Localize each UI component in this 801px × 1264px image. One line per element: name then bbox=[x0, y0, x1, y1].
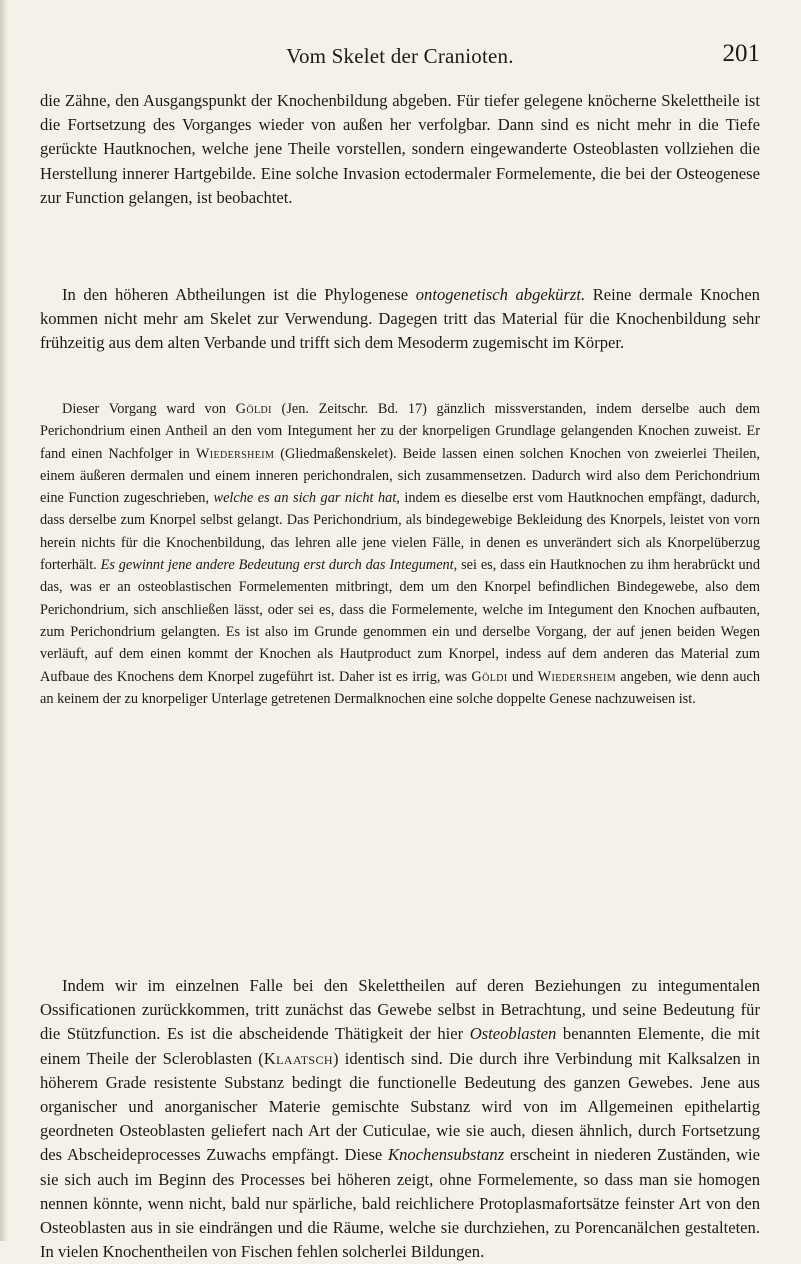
emphasis-text: welche es an sich gar nicht hat, bbox=[213, 490, 400, 507]
author-name: Göldi bbox=[471, 668, 508, 685]
text-run: erscheint in niederen Zuständen, wie sie sich auch im Beginn des Processes bei höheren zeigt, ohne Formelemente, so dass man sie homogen nennen könnte, wenn nicht, bald nur spärliche, bald reichlichere Protoplasmafortsätze feinster Art von den Osteoblasten aus in sie eindrängen und die Räume, welche sie durchziehen, zu Porencanälchen gestalteten. In vielen Knochentheilen von Fischen fehlen solcherlei Bildungen. bbox=[40, 1145, 760, 1262]
paragraph-continuation bbox=[40, 89, 760, 210]
text-run: indem es dieselbe erst vom Hautknochen empfängt, dadurch, dass derselbe zum Knorpel selbst gelangt. Das Perichondrium, als bindegewebige Bekleidung des Knorpels, leistet von vorn herein nichts für die Knochenbildung, das lehren alle jene vielen Fälle, in denen es unverändert sich als Knorpelüberzug forterhält. bbox=[40, 490, 760, 574]
text-run: Indem wir im einzelnen Falle bei den Skelettheilen auf deren Beziehungen zu integumentalen Ossificationen zurückkommen, tritt zunächst das Gewebe selbst in Betrachtung, und seine Bedeutung für die Stützfunction. Es ist die abscheidende Thätigkeit der hier bbox=[40, 976, 760, 1044]
text-run: ) identisch sind. Die durch ihre Verbindung mit Kalksalzen in höherem Grade resistente Substanz bedingt die functionelle Bedeutung des ganzen Gewebes. Jene aus organischer und anorganischer Materie gemischte Substanz wird von im Allgemeinen epithelartig geordneten Osteoblasten geliefert nach Art der Cuticulae, wie sie auch, diesen ähnlich, durch Fortsetzung des Abscheideprocesses Zuwachs empfängt. Diese bbox=[40, 1048, 760, 1165]
emphasis-text: Osteoblasten bbox=[469, 1024, 557, 1044]
running-head bbox=[40, 40, 760, 76]
paragraph-phylogenese bbox=[40, 283, 760, 356]
page-number: 201 bbox=[722, 40, 760, 67]
text-run: (Jen. Zeitschr. Bd. 17) gänzlich missverstanden, indem derselbe auch dem Perichondrium einen Antheil an den vom Integument her zu der knorpeligen Grundlage gelangenden Knochen zuweist. Er fand einen Nachfolger in bbox=[40, 401, 760, 462]
emphasis-text: ontogenetisch abgekürzt. bbox=[415, 285, 586, 304]
author-name: Wiedersheim bbox=[537, 668, 617, 685]
text-run: Dieser Vorgang ward von bbox=[62, 401, 236, 417]
text-run: benannten Elemente, die mit einem Theile der Scleroblasten ( bbox=[40, 1024, 760, 1068]
text-run: die Zähne, den Ausgangspunkt der Knochenbildung abgeben. Für tiefer gelegene knöcherne Skelettheile ist die Fortsetzung des Vorganges wieder von außen her verfolgbar. Dann sind es nicht mehr in die Tiefe gerückte Hautknochen, welche jene Theile vorstellen, sondern eingewanderte Osteoblasten vollziehen die Herstellung innerer Hartgebilde. Eine solche Invasion ectodermaler Formelemente, die bei der Osteogenese zur Function gelangen, ist beobachtet. bbox=[40, 91, 760, 207]
paragraph-osteoblasten bbox=[40, 974, 760, 1264]
running-title: Vom Skelet der Cranioten. bbox=[286, 44, 514, 68]
paragraph-note-goeldi bbox=[40, 398, 760, 710]
text-run: angeben, wie denn auch an keinem der zu knorpeliger Unterlage getretenen Dermalknochen eine solche doppelte Genese nachzuweisen ist. bbox=[40, 668, 760, 707]
binding-shadow bbox=[0, 0, 8, 1241]
text-run: Reine dermale Knochen kommen nicht mehr am Skelet zur Verwendung. Dagegen tritt das Material für die Knochenbildung sehr frühzeitig aus dem alten Verbande und trifft sich dem Mesoderm zugemischt im Körper. bbox=[40, 285, 760, 353]
author-name: Wiedersheim bbox=[195, 445, 275, 462]
text-run: (Gliedmaßenskelet). Beide lassen einen solchen Knochen von zweierlei Theilen, einem äußeren dermalen und einem inneren perichondralen, sich zusammensetzen. Dadurch wird also dem Perichondrium eine Function zugeschrieben, bbox=[40, 445, 761, 507]
text-run: sei es, dass ein Hautknochen zu ihm herabrückt und das, was er an osteoblastischen Formelementen mitbringt, dem um den Knorpel befindlichen Bindegewebe, also dem Perichondrium, sich anschließen lässt, oder sei es, dass die Formelemente, welche im Integument den Knochen aufbauten, zum Perichondrium gelangten. Es ist also im Grunde genommen ein und derselbe Vorgang, der auf jenen beiden Wegen verläuft, auf dem einen kommt der Knochen als Hautproduct zum Knorpel, indess auf dem anderen das Material zum Aufbaue des Knochens dem Knorpel zugeführt ist. Daher ist es irrig, was bbox=[40, 557, 760, 685]
author-name: Klaatsch bbox=[263, 1048, 333, 1068]
author-name: Göldi bbox=[235, 401, 272, 417]
emphasis-text: Knochensubstanz bbox=[388, 1145, 505, 1165]
emphasis-text: Es gewinnt jene andere Bedeutung erst durch das Integument, bbox=[100, 557, 458, 574]
text-run: und bbox=[507, 668, 538, 685]
text-run: In den höheren Abtheilungen ist die Phylogenese bbox=[62, 285, 416, 304]
